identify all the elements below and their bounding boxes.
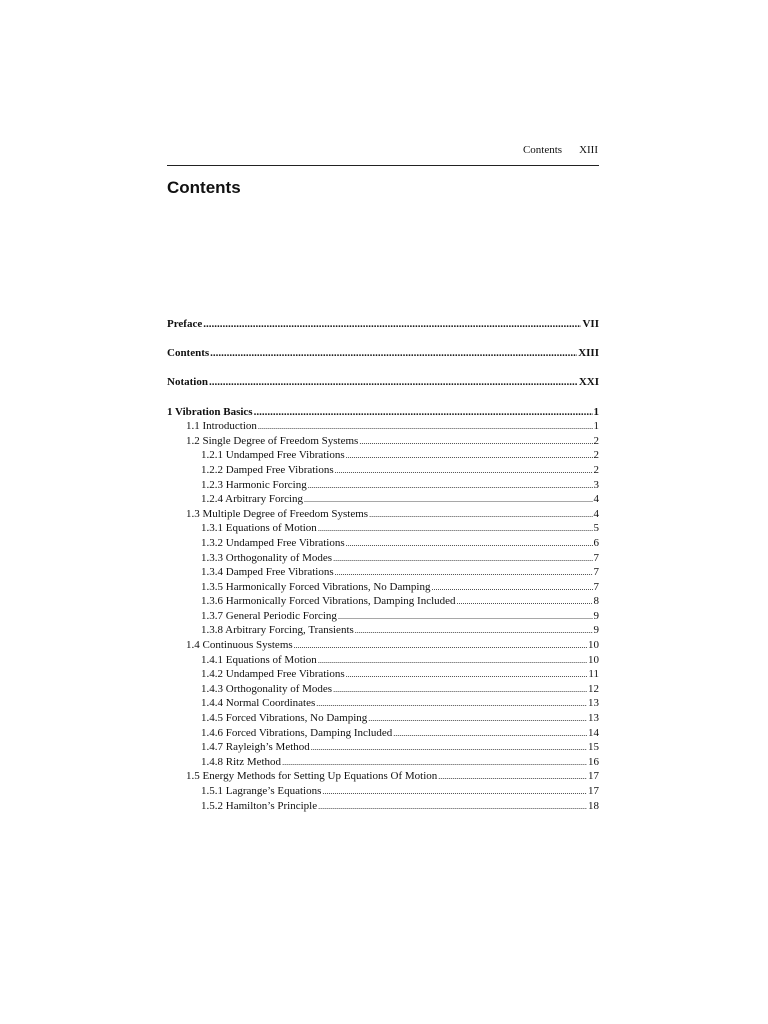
toc-entry-title: 1.4.5 Forced Vibrations, No Damping <box>201 712 368 725</box>
toc-subsection-entry <box>167 667 599 682</box>
toc-entry-title: 1.4.4 Normal Coordinates <box>201 697 316 710</box>
dot-leader <box>368 712 587 727</box>
toc-subsection-entry <box>167 580 599 595</box>
toc-entry-title: 1 Vibration Basics <box>167 405 253 418</box>
running-head <box>167 144 598 156</box>
toc-entry-title: 1.3.8 Arbitrary Forcing, Transients <box>201 624 354 637</box>
toc-entry-page: 16 <box>588 755 599 768</box>
dot-leader <box>432 581 593 596</box>
toc-entry-page: 13 <box>588 697 599 710</box>
toc-entry-title: 1.3.4 Damped Free Vibrations <box>201 566 334 579</box>
toc-entry-title: 1.4.6 Forced Vibrations, Damping Included <box>201 726 393 739</box>
toc-subsection-entry <box>167 653 599 668</box>
toc-entry-page: 15 <box>588 741 599 754</box>
dot-leader <box>438 770 587 785</box>
dot-leader <box>346 668 588 683</box>
toc-entry-title: 1.5.2 Hamilton’s Principle <box>201 799 318 812</box>
toc-subsection-entry <box>167 726 599 741</box>
toc-entry-title: 1.3.6 Harmonically Forced Vibrations, Damping Included <box>201 595 456 608</box>
toc-entry-title: 1.3.2 Undamped Free Vibrations <box>201 536 345 549</box>
toc-chapter-entry <box>167 405 599 420</box>
dot-leader <box>457 595 593 610</box>
toc-entry-page: 8 <box>593 595 599 608</box>
dot-leader <box>304 493 592 508</box>
toc-entry-page: 4 <box>593 493 599 506</box>
dot-leader <box>254 405 593 420</box>
toc-entry-page: XXI <box>578 376 599 389</box>
toc-entry-page: 5 <box>593 522 599 535</box>
toc-subsection-entry <box>167 478 599 493</box>
toc-entry-title: 1.3.1 Equations of Motion <box>201 522 317 535</box>
toc-entry-title: 1.2.3 Harmonic Forcing <box>201 478 307 491</box>
toc-entry-page: 1 <box>593 405 599 418</box>
toc-entry-page: 2 <box>593 434 599 447</box>
dot-leader <box>282 756 587 771</box>
toc-subsection-entry <box>167 521 599 536</box>
dot-leader <box>355 624 593 639</box>
toc-entry-title: 1.3.5 Harmonically Forced Vibrations, No Damping <box>201 580 431 593</box>
toc-entry-title: 1.3.3 Orthogonality of Modes <box>201 551 333 564</box>
dot-leader <box>359 435 592 450</box>
dot-leader <box>369 508 592 523</box>
toc-entry-page: 2 <box>593 463 599 476</box>
dot-leader <box>311 741 587 756</box>
toc-entry-title: 1.5.1 Lagrange’s Equations <box>201 785 322 797</box>
toc-subsection-entry <box>167 448 599 463</box>
toc-entry-page: 4 <box>593 507 599 520</box>
dot-leader <box>210 346 577 361</box>
toc-section-entry <box>167 638 599 653</box>
toc-entry-title: 1.5 Energy Methods for Setting Up Equations Of Motion <box>186 770 438 783</box>
toc-subsection-entry <box>167 799 599 814</box>
toc-front-entry <box>167 375 599 390</box>
toc-entry-page: XIII <box>578 347 599 360</box>
toc-subsection-entry <box>167 696 599 711</box>
toc-entry-title: Notation <box>167 376 208 389</box>
toc-entry-page: 18 <box>588 799 599 812</box>
toc-section-list <box>167 419 599 813</box>
dot-leader <box>335 566 593 581</box>
toc-entry-title: 1.3.7 General Periodic Forcing <box>201 609 337 622</box>
toc-entry-title: 1.2 Single Degree of Freedom Systems <box>186 434 359 447</box>
toc-subsection-entry <box>167 565 599 580</box>
toc-section-entry <box>167 769 599 784</box>
dot-leader <box>308 479 593 494</box>
toc-entry-page: VII <box>582 318 599 330</box>
toc-entry-title: 1.4.3 Orthogonality of Modes <box>201 682 333 695</box>
dot-leader <box>318 522 593 537</box>
toc-subsection-entry <box>167 682 599 697</box>
toc-entry-page: 17 <box>588 785 599 797</box>
dot-leader <box>318 654 587 669</box>
toc-entry-page: 7 <box>593 580 599 593</box>
toc-subsection-entry <box>167 740 599 755</box>
toc-entry-page: 10 <box>588 639 599 652</box>
toc-entry-title: 1.4.7 Rayleigh’s Method <box>201 741 310 754</box>
toc-subsection-entry <box>167 711 599 726</box>
toc-entry-page: 2 <box>593 449 599 462</box>
toc-entry-title: 1.2.2 Damped Free Vibrations <box>201 463 334 476</box>
toc-subsection-entry <box>167 755 599 770</box>
toc-entry-page: 9 <box>593 624 599 637</box>
dot-leader <box>346 537 593 552</box>
toc-entry-title: Preface <box>167 318 203 330</box>
running-head-page-number: XIII <box>579 144 598 156</box>
page-title: Contents <box>167 178 241 197</box>
toc-entry-title: 1.2.1 Undamped Free Vibrations <box>201 449 345 462</box>
toc-entry-title: 1.1 Introduction <box>186 420 257 433</box>
dot-leader <box>209 375 578 390</box>
toc-front-entry <box>167 346 599 361</box>
toc-entry-page: 10 <box>588 653 599 666</box>
toc-subsection-entry <box>167 609 599 624</box>
toc-subsection-entry <box>167 463 599 478</box>
toc-front-entry <box>167 317 599 332</box>
toc-entry-page: 12 <box>588 682 599 695</box>
table-of-contents <box>167 317 599 813</box>
toc-entry-title: 1.4 Continuous Systems <box>186 639 293 652</box>
toc-entry-title: 1.4.1 Equations of Motion <box>201 653 317 666</box>
toc-entry-page: 1 <box>593 420 599 433</box>
toc-entry-page: 7 <box>593 566 599 579</box>
toc-section-entry <box>167 507 599 522</box>
dot-leader <box>333 683 587 698</box>
dot-leader <box>203 317 581 332</box>
dot-leader <box>338 610 593 625</box>
toc-subsection-entry <box>167 623 599 638</box>
toc-entry-page: 9 <box>593 609 599 622</box>
toc-subsection-entry <box>167 536 599 551</box>
running-head-title: Contents <box>522 144 563 156</box>
toc-entry-page: 13 <box>588 712 599 725</box>
header-rule <box>167 165 599 166</box>
dot-leader <box>258 420 593 435</box>
dot-leader <box>322 785 587 800</box>
toc-entry-title: 1.4.8 Ritz Method <box>201 755 282 768</box>
dot-leader <box>393 727 587 742</box>
dot-leader <box>333 552 592 567</box>
toc-entry-page: 6 <box>593 536 599 549</box>
toc-entry-title: Contents <box>167 347 210 360</box>
toc-entry-page: 7 <box>593 551 599 564</box>
toc-subsection-entry <box>167 492 599 507</box>
toc-entry-page: 14 <box>588 726 599 739</box>
toc-section-entry <box>167 434 599 449</box>
dot-leader <box>318 800 587 815</box>
dot-leader <box>316 697 587 712</box>
toc-subsection-entry <box>167 594 599 609</box>
toc-entry-page: 3 <box>593 478 599 491</box>
toc-section-entry <box>167 419 599 434</box>
dot-leader <box>335 464 593 479</box>
dot-leader <box>294 639 587 654</box>
toc-subsection-entry <box>167 551 599 566</box>
toc-entry-page: 17 <box>588 770 599 783</box>
toc-subsection-entry <box>167 784 599 799</box>
toc-entry-title: 1.4.2 Undamped Free Vibrations <box>201 668 345 681</box>
dot-leader <box>346 449 593 464</box>
toc-entry-title: 1.3 Multiple Degree of Freedom Systems <box>186 507 369 520</box>
toc-entry-title: 1.2.4 Arbitrary Forcing <box>201 493 304 506</box>
toc-entry-page: 11 <box>588 668 599 681</box>
